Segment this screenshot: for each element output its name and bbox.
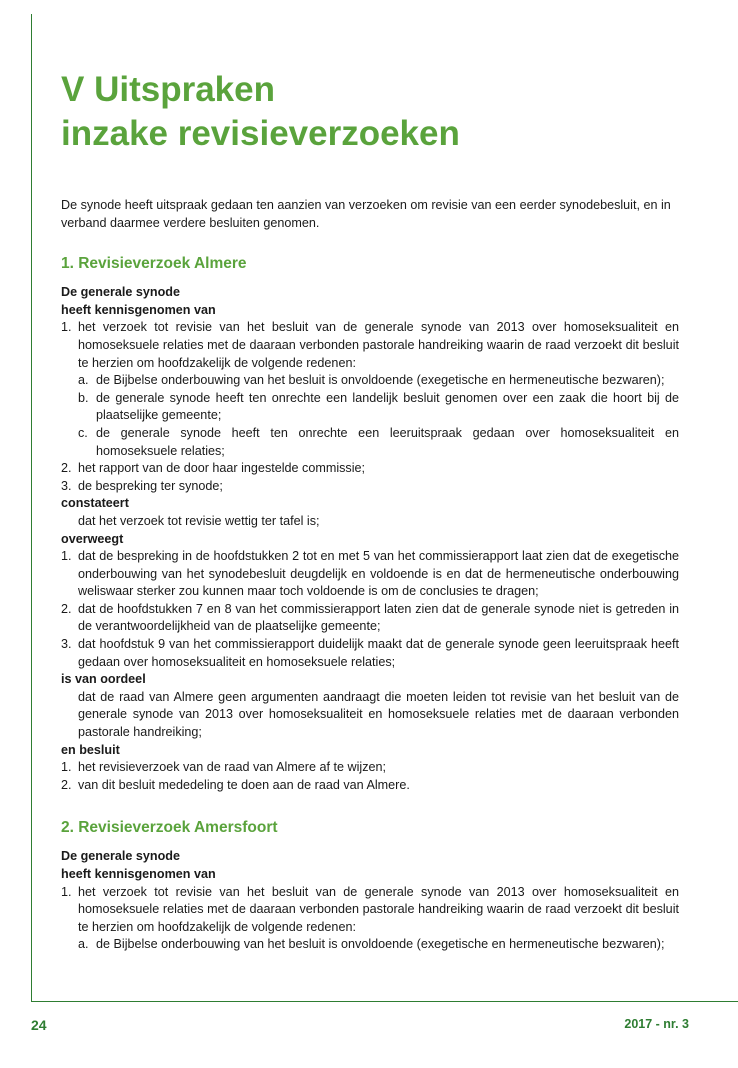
oordeel-text: dat de raad van Almere geen argumenten aandraagt die moeten leiden tot revisie van het besluit van de generale synode van 2013 over homoseksualiteit en homoseksuele relaties met de daaraan verbonden pastorale handreiking; [78,689,679,740]
list-text: het revisieverzoek van de raad van Almere af te wijzen; [78,760,387,775]
list-number: 1. [61,760,72,775]
label-overweegt: overweegt [61,531,124,546]
list-item [61,777,679,795]
issue-label: 2017 - nr. 3 [624,1017,689,1031]
list-text: de generale synode heeft ten onrechte een leeruitspraak gedaan over homoseksualiteit en homoseksuele relaties; [96,425,679,458]
list-text: het verzoek tot revisie van het besluit van de generale synode van 2013 over homoseksualiteit en homoseksuele relaties met de daaraan verbonden pastorale handreiking waarin de raad verzoekt dit besluit te herzien om hoofdzakelijk de volgende redenen: [78,320,679,370]
sub-list-item [61,936,679,954]
label-generale-synode: De generale synode [61,849,180,864]
list-item [61,884,679,937]
sub-list-item [61,425,679,460]
list-letter: a. [78,373,89,388]
list-number: 1. [61,549,72,564]
list-number: 1. [61,884,72,899]
list-number: 2. [61,777,72,792]
page-number: 24 [31,1017,47,1033]
list-letter: b. [78,390,89,405]
list-text: de Bijbelse onderbouwing van het besluit is onvoldoende (exegetische en hermeneutische bezwaren); [96,373,665,388]
constateert-text: dat het verzoek tot revisie wettig ter tafel is; [78,513,320,528]
list-item [61,478,679,496]
section-heading-almere: 1. Revisieverzoek Almere [61,255,247,273]
label-kennisgenomen: heeft kennisgenomen van [61,867,216,881]
label-en-besluit: en besluit [61,742,120,757]
list-text: dat de bespreking in de hoofdstukken 2 tot en met 5 van het commissierapport laat zien dat de exegetische onderbouwing van het synodebesluit deugdelijk en voldoende is en dat de hermeneutische onderbouwing weliswaar sterker zou kunnen maar toch voldoende is om de conclusies te dragen; [78,549,679,599]
section-heading-amersfoort: 2. Revisieverzoek Amersfoort [61,819,278,837]
margin-rule-vertical [31,14,32,1002]
list-text: dat de hoofdstukken 7 en 8 van het commissierapport laten zien dat de generale synode niet is getreden in de verantwoordelijkheid van de plaatselijke gemeente; [78,601,679,634]
list-text: de generale synode heeft ten onrechte een landelijk besluit genomen over een zaak die hoort bij de plaatselijke gemeente; [96,390,679,423]
document-body [61,197,679,954]
list-text: dat hoofdstuk 9 van het commissierapport duidelijk maakt dat de generale synode geen leeruitspraak heeft gedaan over homoseksualiteit en homoseksuele relaties; [78,637,679,669]
label-van-oordeel: is van oordeel [61,672,146,687]
sub-list-item [61,390,679,425]
page-title [61,68,460,156]
list-letter: a. [78,937,89,952]
list-text: het rapport van de door haar ingestelde commissie; [78,461,366,476]
list-item [61,636,679,671]
label-constateert: constateert [61,496,129,511]
list-item [61,460,679,478]
list-number: 2. [61,461,72,476]
list-text: van dit besluit mededeling te doen aan de raad van Almere. [78,777,410,792]
list-number: 2. [61,601,72,616]
list-item [61,319,679,372]
sub-list-item [61,372,679,390]
list-number: 3. [61,478,72,493]
list-text: de Bijbelse onderbouwing van het besluit is onvoldoende (exegetische en hermeneutische bezwaren); [96,937,665,952]
list-number: 1. [61,320,72,335]
list-text: het verzoek tot revisie van het besluit van de generale synode van 2013 over homoseksualiteit en homoseksuele relaties met de daaraan verbonden pastorale handreiking waarin de raad verzoekt dit besluit te herzien om hoofdzakelijk de volgende redenen: [78,884,679,934]
list-number: 3. [61,637,72,652]
intro-paragraph: De synode heeft uitspraak gedaan ten aanzien van verzoeken om revisie van een eerder synodebesluit, en in verband daarmee verdere besluiten genomen. [61,198,671,230]
list-item [61,601,679,636]
list-text: de bespreking ter synode; [78,478,223,493]
title-line-2: inzake revisieverzoeken [61,114,460,153]
list-item [61,759,679,777]
title-line-1: V Uitspraken [61,70,275,109]
footer-rule [31,1001,738,1002]
list-item [61,548,679,601]
label-generale-synode: De generale synode [61,285,180,300]
label-kennisgenomen: heeft kennisgenomen van [61,302,216,317]
list-letter: c. [78,425,88,440]
